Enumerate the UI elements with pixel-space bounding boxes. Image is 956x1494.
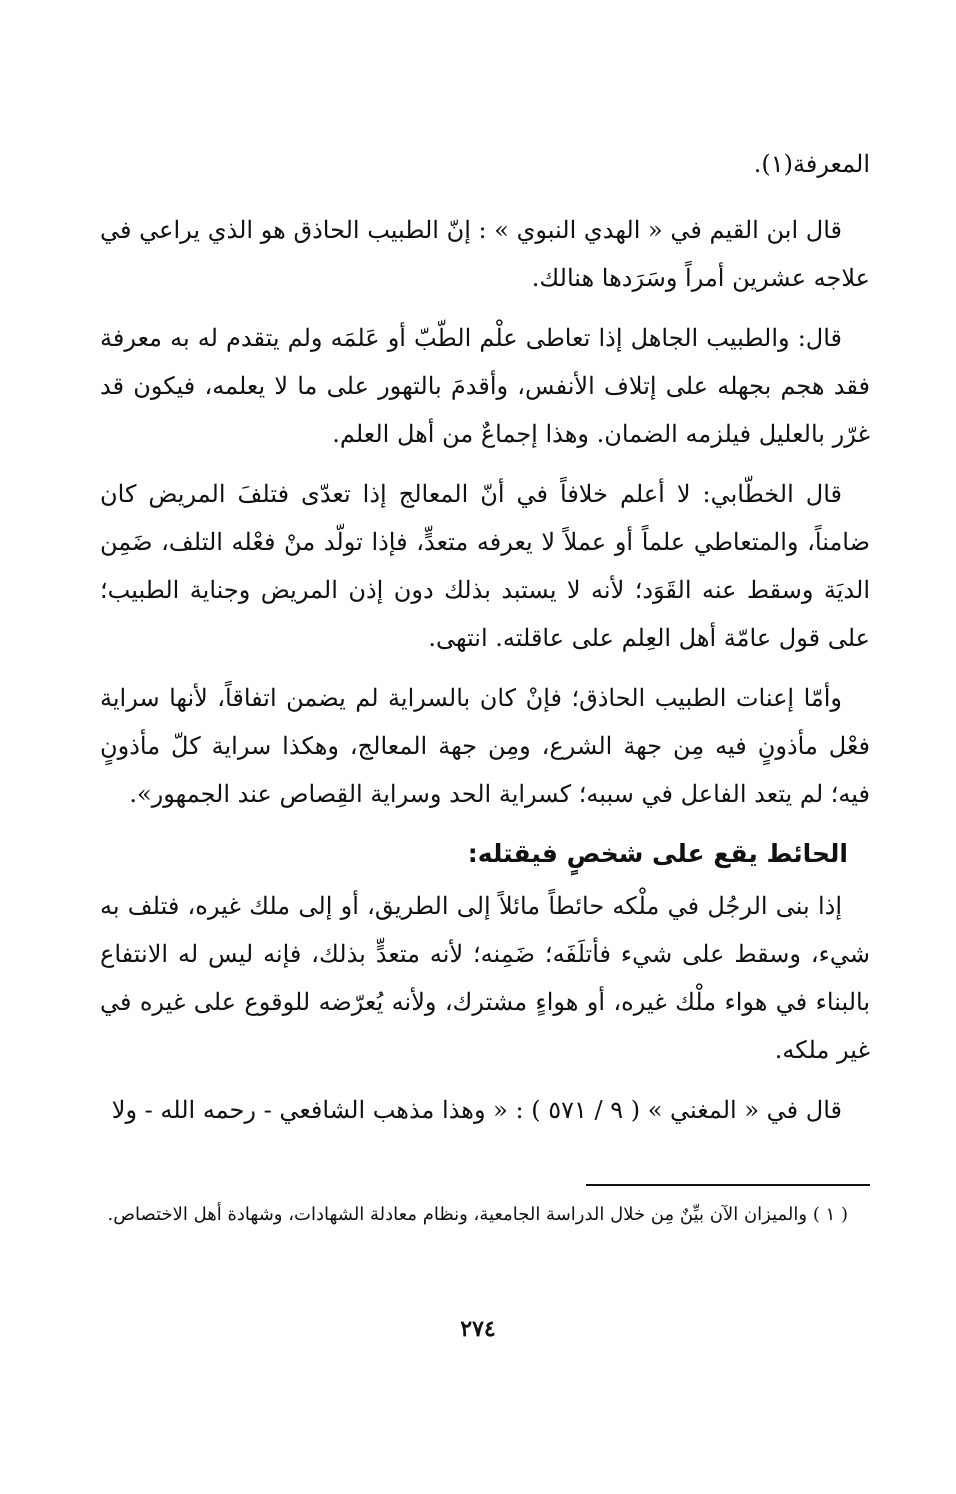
page-number: ٢٧٤ [460,1316,496,1342]
page-body [100,140,870,1146]
footnote: ( ١ ) والميزان الآن بيِّنٌ مِن خلال الدراسة الجامعية، ونظام معادلة الشهادات، وشهادة أهل الاختصاص. [107,1204,848,1225]
paragraph-skilled-physician: وأمّا إعنات الطبيب الحاذق؛ فإنْ كان بالسراية لم يضمن اتفاقاً، لأنها سراية فعْل مأذونٍ فيه مِن جهة الشرع، ومِن جهة المعالج، وهكذا سراية كلّ مأذونٍ فيه؛ لم يتعد الفاعل في سببه؛ كسراية الحد وسراية القِصاص عند الجمهور». [100,684,870,808]
footnote-divider [586,1184,870,1186]
section-heading: الحائط يقع على شخصٍ فيقتله: [467,839,848,868]
paragraph-leaning-wall: إذا بنى الرجُل في ملْكه حائطاً مائلاً إلى الطريق، أو إلى ملك غيره، فتلف به شيء، وسقط على شيء فأتلَفَه؛ ضَمِنه؛ لأنه متعدٍّ بذلك، فإنه ليس له الانتفاع بالبناء في هواء ملْك غيره، أو هواءٍ مشترك، ولأنه يُعرّضه للوقوع على غيره في غير ملكه. [100,892,870,1064]
paragraph-continuation: المعرفة(١). [753,150,870,178]
paragraph-ibn-qayyim: قال ابن القيم في « الهدي النبوي » : إنّ الطبيب الحاذق هو الذي يراعي في علاجه عشرين أمراً وسَرَدها هنالك. [100,216,870,292]
paragraph-ignorant-physician: قال: والطبيب الجاهل إذا تعاطى علْم الطّبّ أو عَلمَه ولم يتقدم له به معرفة فقد هجم بجهله على إتلاف الأنفس، وأقدمَ بالتهور على ما لا يعلمه، فيكون قد غرّر بالعليل فيلزمه الضمان. وهذا إجماعٌ من أهل العلم. [100,324,870,448]
paragraph-mughni-quote: قال في « المغني » ( ٩ / ٥٧١ ) : « وهذا مذهب الشافعي - رحمه الله - ولا [111,1096,842,1124]
paragraph-khattabi: قال الخطّابي: لا أعلم خلافاً في أنّ المعالج إذا تعدّى فتلفَ المريض كان ضامناً، والمتعاطي علماً أو عملاً لا يعرفه متعدٍّ، فإذا تولّد منْ فعْله التلف، ضَمِن الديَة وسقط عنه القَوَد؛ لأنه لا يستبد بذلك دون إذن المريض وجناية الطبيب؛ على قول عامّة أهل العِلم على عاقلته. انتهى. [100,480,870,652]
